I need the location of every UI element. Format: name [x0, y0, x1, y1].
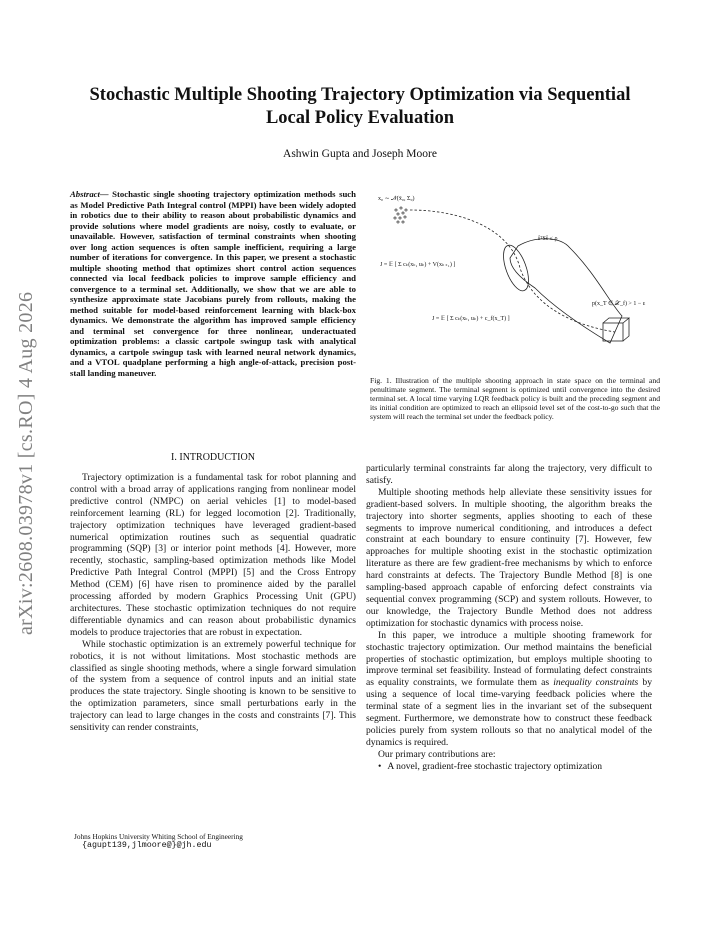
- fig-label-prob: p(x_T ∈ 𝒳_f) > 1 − ε: [592, 301, 646, 307]
- paper-title: Stochastic Multiple Shooting Trajectory Optimization via Sequential Local Policy Evaluation: [89, 85, 631, 128]
- right-paragraph: particularly terminal constraints far along the trajectory, very difficult to satisfy.: [366, 463, 652, 486]
- fig-label-j2: J = 𝔼 [ Σ cₖ(xₖ, uₖ) + c_f(x_T) ]: [432, 316, 510, 322]
- funnel-tube: [510, 239, 622, 343]
- footnote-email: {agupt139,jlmoore@}@jh.edu: [82, 841, 212, 850]
- introduction-left: [70, 472, 356, 734]
- right-para3-a: In this paper, we introduce a multiple shooting framework for stochastic trajectory optimization. Our method maintains the beneficial properties of stochastic optimization, but employs multiple shooting to improve terminal set feasibility. Instead of formulating defect constraints as equality constraints, we formulate them as: [366, 629, 652, 689]
- fig-label-set: ŝᵀSŝ ≤ ρ: [538, 236, 558, 242]
- funnel-ellipse: [498, 242, 533, 294]
- dashed-trajectory: [410, 210, 615, 332]
- footnote: [74, 832, 360, 850]
- intro-paragraph: While stochastic optimization is an extremely powerful technique for robotics, it is not without limitations. Most stochastic methods are classified as single shooting methods, where a single forward simulation of the system from a sequence of control inputs and an initial state produces the state trajectory. Single shooting is known to be sensitive to the optimization parameters, since small perturbations early in the trajectory can lead to large changes in the costs and constraints [7]. This sensitivity can render constraints,: [70, 638, 356, 734]
- footnote-affiliation: Johns Hopkins University Whiting School of Engineering: [74, 832, 243, 841]
- right-paragraph: Multiple shooting methods help alleviate these sensitivity issues for gradient-based solvers. In multiple shooting, the algorithm breaks the trajectory into shorter segments, applies shooting to each of these segments to improve numerical conditioning, and introduces a defect constraint at each boundary to ensure continuity [7]. However, few approaches for multiple shooting exist in the stochastic optimization literature as there are few gradient-free mechanisms by which to enforce hard constraints at defects. The Trajectory Bundle Method [8] is one sampling-based approach capable of enforcing defect constraints via sequential convex programming (SCP) and system rollouts. However, to our knowledge, the Trajectory Bundle Method does not address optimization for stochastic dynamics with process noise.: [366, 486, 652, 629]
- right-para3-em: inequality constraints: [553, 677, 639, 689]
- figure-1: [370, 188, 662, 368]
- right-paragraph-3: [366, 630, 652, 749]
- fig-label-j1: J = 𝔼 [ Σ cₖ(xₖ, uₖ) + V(xₖ₊₁) ]: [380, 262, 456, 268]
- arxiv-identifier: arXiv:2608.03978v1 [cs.RO] 4 Aug 2026: [15, 291, 37, 635]
- abstract: [70, 189, 356, 378]
- abstract-lead: Abstract—: [70, 189, 109, 199]
- figure-caption: Fig. 1. Illustration of the multiple shooting approach in state space on the terminal and penultimate segment. The terminal segment is optimized until convergence into the desired terminal set. A local time varying LQR feedback policy is built and the preceding segment and its initial condition are optimized to reach an ellipsoid level set of the cost-to-go such that the system will reach the terminal set under the feedback policy.: [370, 376, 660, 422]
- contribution-item: • A novel, gradient-free stochastic trajectory optimization: [366, 761, 652, 773]
- fig-label-x0: x₀ ∼ 𝒩(x̄₀, Σ₀): [378, 196, 415, 202]
- initial-samples: [394, 207, 407, 223]
- introduction-right: [366, 463, 652, 773]
- section-title: I. INTRODUCTION: [171, 452, 255, 463]
- paper-authors: Ashwin Gupta and Joseph Moore: [283, 148, 437, 160]
- intro-paragraph: Trajectory optimization is a fundamental task for robot planning and control with a broad array of applications ranging from nonlinear model predictive control (NMPC) on aerial vehicles [1] to model-based reinforcement learning (RL) for legged locomotion [2]. Traditionally, trajectory optimization techniques have leveraged gradient-based numerical optimization routines such as sequential quadratic programming (SQP) [3] or interior point methods [4]. However, more recently, stochastic, sampling-based optimization methods like Model Predictive Path Integral Control (MPPI) [5] and the Cross Entropy Method (CEM) [6] have risen to prominence aided by the parallel processing afforded by modern Graphics Processing Unit (GPU) architectures. These stochastic optimization techniques do not require differentiable dynamics and can reason about probabilistic dynamics models to produce trajectories that are robust in expectation.: [70, 472, 356, 638]
- abstract-body: Stochastic single shooting trajectory optimization methods such as Model Predictive Path Integral control (MPPI) have been widely adopted in robotics due to their ability to reason about probabilistic dynamics and provide solutions where model gradients are noisy, costly to evaluate, or unavailable. However, satisfaction of terminal constraints when shooting over long action sequences is often sample inefficient, requiring a large number of iterations for convergence. In this paper, we present a stochastic multiple shooting method that optimizes short control action sequences connected via local feedback policies to improve sample efficiency and convergence to a terminal set. Additionally, we show that we are able to synthesize approximate state Jacobians purely from rollouts, making the method suitable for model-based reinforcement learning with black-box dynamics. We demonstrate the algorithm has improved sample efficiency and terminal set convergence for three nonlinear, underactuated optimization problems: a classic cartpole swingup task with analytical dynamics, a cartpole swingup task with learned neural network dynamics, and a VTOL quadplane performing a high angle-of-attack, precision post-stall landing maneuver.: [70, 189, 356, 378]
- contributions-intro: Our primary contributions are:: [378, 748, 496, 760]
- right-para3-b: by using a sequence of local time-varying feedback policies where the terminal state of a segment lies in the invariant set of the subsequent segment. Furthermore, we demonstrate how to construct these feedback policies purely from system rollouts so that no analytical model of the dynamics is required.: [366, 677, 652, 748]
